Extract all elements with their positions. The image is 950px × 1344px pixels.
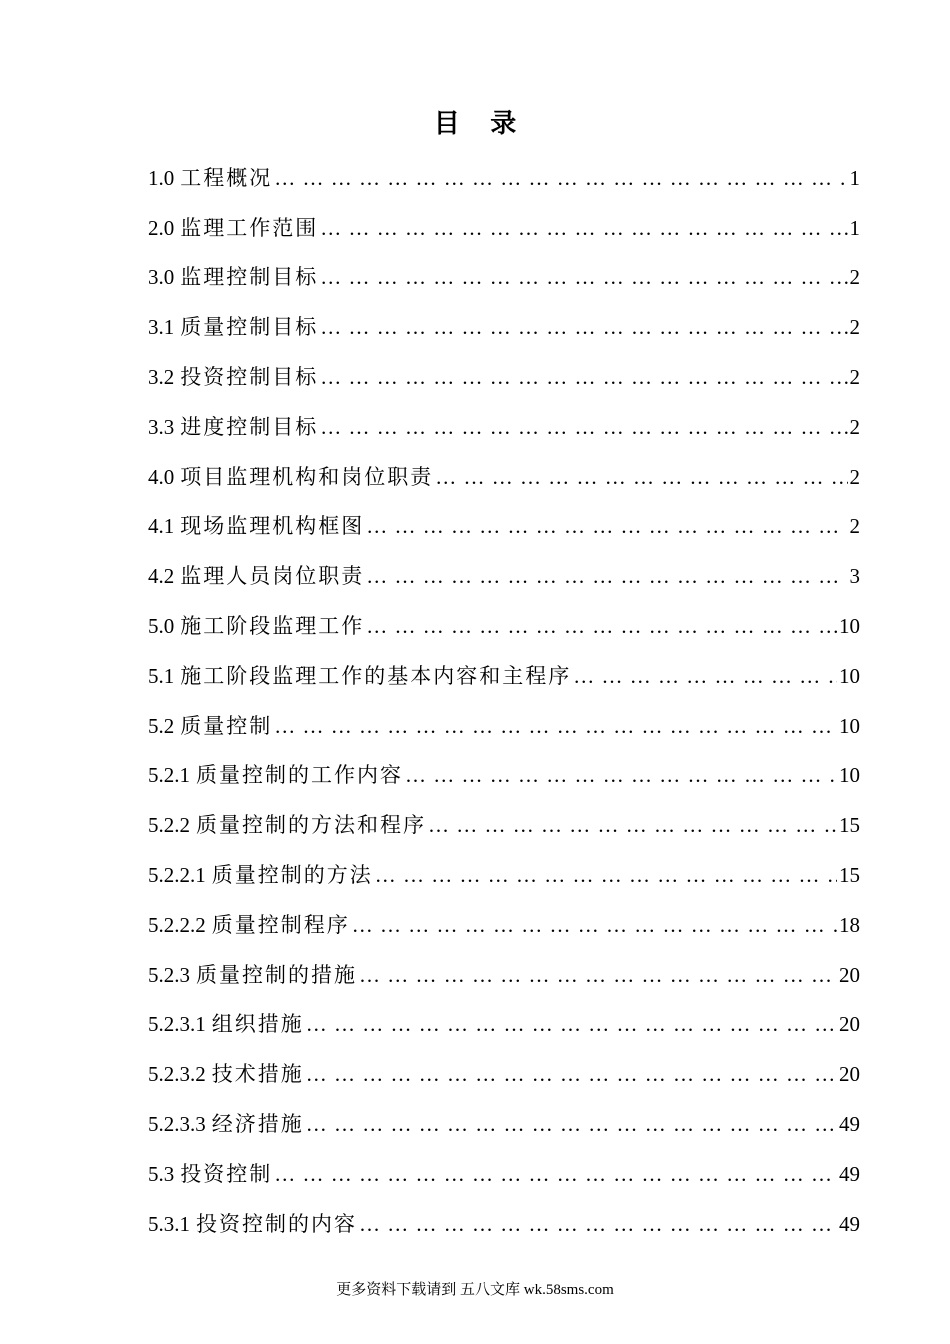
toc-entry-number: 5.2.2.2 <box>148 912 206 937</box>
toc-entry[interactable] <box>148 599 860 649</box>
toc-entry-label: 投资控制的内容 <box>196 1211 357 1236</box>
toc-entry-label: 质量控制的工作内容 <box>196 763 403 788</box>
toc-leader <box>435 454 847 500</box>
toc-entry[interactable] <box>148 201 860 251</box>
toc-entry-number: 5.1 <box>148 663 175 688</box>
toc-leader <box>306 1101 837 1147</box>
toc-entry-page: 20 <box>839 1012 860 1037</box>
toc-entry-page: 2 <box>849 414 860 439</box>
toc-entry-label: 经济措施 <box>211 1111 304 1136</box>
toc-entry-label: 技术措施 <box>211 1062 304 1087</box>
toc-leader <box>320 354 847 400</box>
toc-entry-label: 施工阶段监理工作 <box>180 613 365 638</box>
toc-entry-label: 监理控制目标 <box>180 265 319 290</box>
toc-entry-label: 工程概况 <box>180 165 273 190</box>
toc-entry-number: 3.1 <box>148 315 175 340</box>
toc-entry[interactable] <box>148 948 860 998</box>
toc-entry-label: 投资控制 <box>180 1161 273 1186</box>
toc-entry-page: 49 <box>839 1111 860 1136</box>
toc-entry[interactable] <box>148 350 860 400</box>
toc-leader <box>405 752 837 798</box>
toc-entry[interactable] <box>148 848 860 898</box>
toc-leader <box>366 503 847 549</box>
toc-entry-label: 进度控制目标 <box>180 414 319 439</box>
toc-entry-number: 3.2 <box>148 364 175 389</box>
toc-entry[interactable] <box>148 1047 860 1097</box>
toc-entry-number: 3.3 <box>148 414 175 439</box>
toc-entry[interactable] <box>148 898 860 948</box>
toc-entry-page: 10 <box>839 613 860 638</box>
toc-entry-label: 质量控制目标 <box>180 315 319 340</box>
toc-entry-number: 5.2.2 <box>148 813 190 838</box>
toc-entry-number: 5.2.1 <box>148 763 190 788</box>
toc-entry-page: 2 <box>849 364 860 389</box>
toc-entry-number: 5.3 <box>148 1161 175 1186</box>
toc-entry-label: 质量控制 <box>180 713 273 738</box>
toc-entry[interactable] <box>148 151 860 201</box>
toc-entry[interactable] <box>148 500 860 550</box>
page-title: 目 录 <box>433 109 529 138</box>
toc-entry-label: 投资控制目标 <box>180 364 319 389</box>
toc-leader <box>352 902 837 948</box>
toc-entry-label: 质量控制的方法和程序 <box>196 813 426 838</box>
toc-entry-page: 49 <box>839 1211 860 1236</box>
toc-entry-page: 49 <box>839 1161 860 1186</box>
toc-leader <box>375 852 837 898</box>
toc-entry-page: 18 <box>839 912 860 937</box>
toc-entry[interactable] <box>148 549 860 599</box>
toc-entry-page: 20 <box>839 1062 860 1087</box>
toc-entry[interactable] <box>148 749 860 799</box>
toc-entry-label: 监理工作范围 <box>180 215 319 240</box>
toc-entry[interactable] <box>148 300 860 350</box>
toc-entry-number: 4.2 <box>148 564 175 589</box>
toc-entry-number: 5.0 <box>148 613 175 638</box>
toc-leader <box>359 952 837 998</box>
toc-entry[interactable] <box>148 1147 860 1197</box>
toc-entry-number: 5.3.1 <box>148 1211 190 1236</box>
toc-entry-page: 15 <box>839 813 860 838</box>
toc-leader <box>320 304 847 350</box>
toc-entry-label: 施工阶段监理工作的基本内容和主程序 <box>180 663 572 688</box>
toc-entry-label: 项目监理机构和岗位职责 <box>180 464 434 489</box>
toc-entry[interactable] <box>148 400 860 450</box>
toc-entry-number: 5.2.3 <box>148 962 190 987</box>
toc-entry-page: 10 <box>839 763 860 788</box>
toc-entry-page: 3 <box>849 564 860 589</box>
toc-leader <box>320 205 847 251</box>
toc-leader <box>306 1001 837 1047</box>
toc-leader <box>428 802 837 848</box>
toc-entry-label: 质量控制程序 <box>211 912 350 937</box>
toc-entry-number: 5.2.3.2 <box>148 1062 206 1087</box>
toc-leader <box>320 254 847 300</box>
toc-entry-label: 现场监理机构框图 <box>180 514 365 539</box>
toc-entry[interactable] <box>148 998 860 1048</box>
toc-entry-label: 监理人员岗位职责 <box>180 564 365 589</box>
toc-entry-number: 2.0 <box>148 215 175 240</box>
toc-entry-page: 15 <box>839 862 860 887</box>
table-of-contents <box>148 151 860 1247</box>
toc-entry-page: 2 <box>849 315 860 340</box>
toc-entry-page: 10 <box>839 713 860 738</box>
toc-entry-label: 质量控制的方法 <box>211 862 373 887</box>
toc-entry[interactable] <box>148 649 860 699</box>
toc-entry-page: 1 <box>849 165 860 190</box>
toc-leader <box>366 603 837 649</box>
toc-entry-number: 1.0 <box>148 165 175 190</box>
toc-entry-number: 4.1 <box>148 514 175 539</box>
toc-entry[interactable] <box>148 1097 860 1147</box>
toc-entry[interactable] <box>148 798 860 848</box>
toc-entry-label: 质量控制的措施 <box>196 962 357 987</box>
toc-entry-number: 3.0 <box>148 265 175 290</box>
toc-entry-page: 10 <box>839 663 860 688</box>
toc-entry[interactable] <box>148 251 860 301</box>
toc-leader <box>359 1201 837 1247</box>
toc-leader <box>573 653 837 699</box>
toc-entry[interactable] <box>148 1197 860 1247</box>
toc-leader <box>366 553 847 599</box>
toc-leader <box>320 404 847 450</box>
toc-leader <box>274 703 837 749</box>
toc-entry[interactable] <box>148 699 860 749</box>
toc-entry-page: 2 <box>849 265 860 290</box>
toc-leader <box>306 1051 837 1097</box>
toc-entry-number: 5.2.3.3 <box>148 1111 206 1136</box>
footer-note: 更多资料下载请到 五八文库 wk.58sms.com <box>336 1282 614 1298</box>
toc-entry-page: 1 <box>849 215 860 240</box>
toc-entry-page: 20 <box>839 962 860 987</box>
toc-entry-number: 5.2.3.1 <box>148 1012 206 1037</box>
toc-entry-number: 5.2 <box>148 713 175 738</box>
toc-leader <box>274 1151 837 1197</box>
toc-entry[interactable] <box>148 450 860 500</box>
toc-entry-page: 2 <box>849 514 860 539</box>
toc-entry-label: 组织措施 <box>211 1012 304 1037</box>
toc-entry-number: 4.0 <box>148 464 175 489</box>
toc-entry-page: 2 <box>849 464 860 489</box>
toc-entry-number: 5.2.2.1 <box>148 862 206 887</box>
toc-leader <box>274 155 847 201</box>
